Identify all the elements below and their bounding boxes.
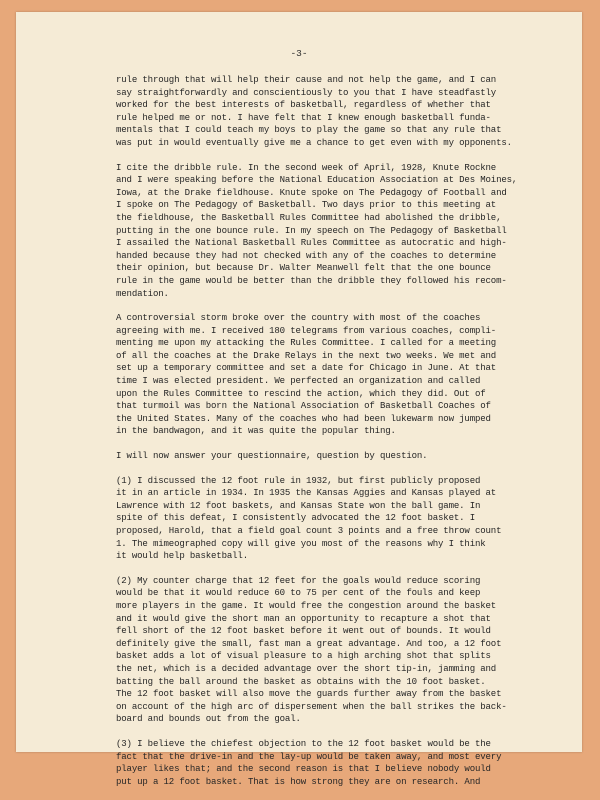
page-number: -3- [290, 48, 308, 59]
paragraph: rule through that will help their cause and not help the game, and I can say straightforwardly and conscientiously to you that I have steadfastly worked for the best interests of basketball, regardless of whether that rule helped me or not. I have felt that I knew enough basketball funda- mentals that I could teach my boys to play the game so that any rule that was put in would eventually give me a chance to get even with my opponents. [116, 74, 512, 148]
paragraph: (2) My counter charge that 12 feet for the goals would reduce scoring would be that it would reduce 60 to 75 per cent of the fouls and keep more players in the game. It would free the congestion around the basket and it would give the short man an opportunity to recapture a shot that fell short of the 12 foot basket before it went out of bounds. It would definitely give the small, fast man a great advantage. And too, a 12 foot basket adds a lot of visual pleasure to a high arching shot that splits the net, which is a decided advantage over the short tip-in, jamming and batting the ball around the basket as obtains with the 10 foot basket. The 12 foot basket will also move the guards further away from the basket on account of the high arc of dispersement when the ball strikes the back- board and bounds out from the goal. [116, 574, 507, 725]
paragraph: I will now answer your questionnaire, question by question. [116, 450, 428, 462]
paragraph: (1) I discussed the 12 foot rule in 1932, but first publicly proposed it in an article in 1934. In 1935 the Kansas Aggies and Kansas played at Lawrence with 12 foot baskets, and Kansas State won the ball game. In spite of this defeat, I consistently advocated the 12 foot basket. I proposed, Harold, that a field goal count 3 points and a free throw count 1. The mimeographed copy will give you most of the reasons why I think it would help basketball. [116, 474, 502, 562]
paragraph: A controversial storm broke over the country with most of the coaches agreeing with me. I received 180 telegrams from various coaches, compli- menting me upon my attacking the Rules Committee. I called for a meeting of all the coaches at the Drake Relays in the next two weeks. We met and set up a temporary committee and set a date for Chicago in June. At that time I was elected president. We perfected an organization and called upon the Rules Committee to rescind the action, which they did. Out of that turmoil was born the National Association of Basketball Coaches of the United States. Many of the coaches who had been lukewarm now jumped in the bandwagon, and it was quite the popular thing. [116, 312, 497, 437]
document-page [16, 12, 582, 787]
letter-body [116, 74, 556, 800]
paragraph: I cite the dribble rule. In the second week of April, 1928, Knute Rockne and I were speaking before the National Education Association at Des Moines, Iowa, at the Drake fieldhouse. Knute spoke on The Pedagogy of Football and I spoke on The Pedagogy of Basketball. Two days prior to this meeting at the fieldhouse, the Basketball Rules Committee had abolished the dribble, putting in the one bounce rule. In my speech on The Pedagogy of Basketball I assailed the National Basketball Rules Committee as autocratic and high- handed because they had not checked with any of the coaches to determine their opinion, but because Dr. Walter Meanwell felt that the one bounce rule in the game would be better than the dribble they followed his recom- mendation. [116, 161, 518, 299]
paragraph: (3) I believe the chiefest objection to the 12 foot basket would be the fact that the drive-in and the lay-up would be taken away, and most every player likes that; and the second reason is that I believe nobody would put up a 12 foot basket. That is how strong they are on research. And [116, 737, 502, 787]
